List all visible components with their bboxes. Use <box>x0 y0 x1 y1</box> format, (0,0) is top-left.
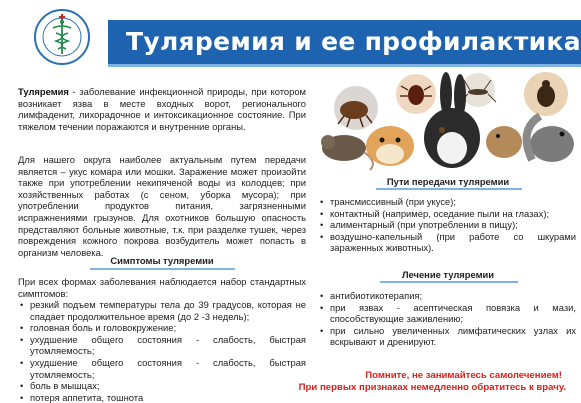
list-item: • антибиотикотерапия; <box>318 290 576 302</box>
page-title: Туляремия и ее профилактика <box>126 27 581 56</box>
symptoms-heading: Симптомы туляремии <box>110 255 214 266</box>
header <box>0 0 581 68</box>
list-item: • головная боль и головокружение; <box>18 322 306 334</box>
routes-heading: Пути передачи туляремии <box>386 176 510 187</box>
intro-text: - заболевание инфекционной природы, при котором возникает язва в месте входных ворот, регионального лимфаденит, лихорадочное и интоксикационное состояние. При тяжелом течении поражаются и внутренние органы. <box>18 86 306 132</box>
symptoms-intro: При всех формах заболевания наблюдается набор стандартных симптомов: <box>18 276 306 299</box>
routes-heading-underline <box>376 188 522 190</box>
rat-icon <box>321 135 373 170</box>
symptoms-list <box>18 299 306 403</box>
hamster-icon <box>366 126 414 166</box>
vectors-illustration <box>318 72 580 172</box>
treatment-list <box>318 290 576 348</box>
list-item: • потеря аппетита, тошнота <box>18 392 306 403</box>
squirrel-icon <box>527 116 574 162</box>
warning-line-2: При первых признаках немедленно обратитесь к врачу. <box>298 382 566 393</box>
list-item: • контактный (например, оседание пыли на глазах); <box>318 208 576 220</box>
flea-icon <box>334 86 378 130</box>
title-bar <box>108 20 581 64</box>
treatment-heading-underline <box>380 281 518 283</box>
list-item: • ухудшение общего состояния - слабость, быстрая утомляемость; <box>18 334 306 357</box>
list-item: • при язвах - асептическая повязка и мази, способствующие заживлению; <box>318 302 576 325</box>
transmission-paragraph: Для нашего округа наиболее актуальным путем передачи является – укус комара или мошки. Заражение может произойти также при употреблении некипяченой воды из колодцев; при хозяйственных работах (с сеном, уборка мусора); при употреблении продуктов питания, загрязненными испражнениями грызунов. Для охотников большую опасность представляют больные животные, т.к. при разделке тушек, через повреждения кожного покрова возбудитель может попасть в организм человека. <box>18 154 306 258</box>
mouse-icon <box>486 126 522 158</box>
warning-line-1: Помните, не занимайтесь самолечением! <box>365 370 562 381</box>
hospital-logo <box>22 8 102 66</box>
tick-icon <box>396 74 436 114</box>
list-item: • резкий подъем температуры тела до 39 градусов, которая не спадает продолжительное время (до 2 -3 недель); <box>18 299 306 322</box>
symptoms-heading-underline <box>90 268 235 270</box>
list-item: • трансмиссивный (при укусе); <box>318 196 576 208</box>
list-item: • боль в мышцах; <box>18 380 306 392</box>
list-item: • алиментарный (при употреблении в пищу); <box>318 219 576 231</box>
intro-term: Туляремия <box>18 86 69 97</box>
list-item: • при сильно увеличенных лимфатических узлах их вскрывают и дренируют. <box>318 325 576 348</box>
treatment-heading: Лечение туляремии <box>401 269 495 280</box>
intro-paragraph <box>18 86 306 132</box>
list-item: • воздушно-капельный (при работе со шкурами зараженных животных). <box>318 231 576 254</box>
routes-list <box>318 196 576 254</box>
list-item: • ухудшение общего состояния - слабость, быстрая утомляемость; <box>18 357 306 380</box>
beetle-icon <box>524 72 568 116</box>
title-accent-line <box>108 64 581 67</box>
